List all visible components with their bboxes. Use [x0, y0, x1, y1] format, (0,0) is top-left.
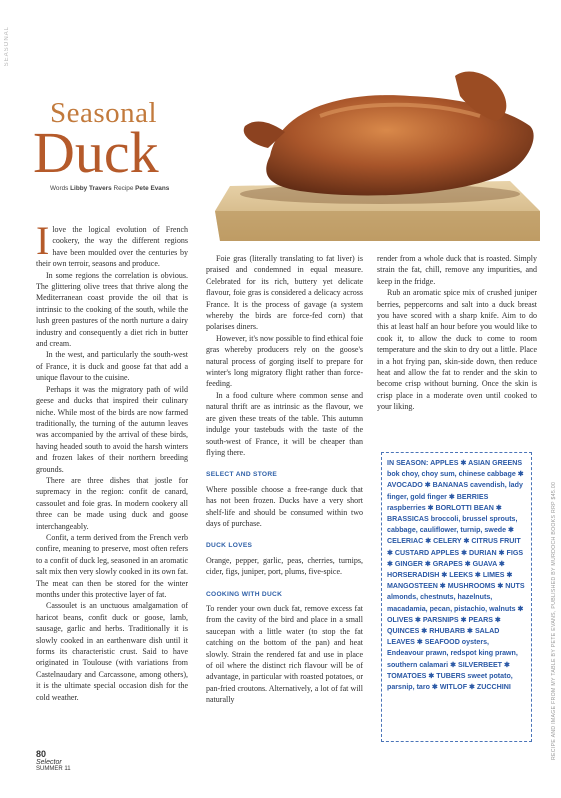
roast-duck-photo: [210, 36, 550, 251]
heading-cooking: COOKING WITH DUCK: [206, 590, 283, 598]
para-cooking: To render your own duck fat, remove excess fat from the cavity of the bird and place in a small saucepan with a little water (to stop the fat catching on the bottom of the pan) and heat slowly. Strain the rendered fat and use in place of oil where the distinct rich flavour will be of advantage, in particular with roasted potatoes, or pan-fried croutons. Alternatively, a lot of fat will naturally: [206, 603, 363, 705]
page-number: 80: [36, 749, 47, 759]
chef-name: Pete Evans: [135, 185, 170, 192]
para-intro: love the logical evolution of French cookery, the way the different regions have been moulded over the centuries by their own terroir, seasons and produce.: [36, 225, 188, 269]
column-3: [377, 253, 537, 413]
byline: [50, 185, 169, 192]
section-label: SEASONAL: [4, 26, 10, 67]
para-food-culture: In a food culture where common sense and natural thrift are as intrinsic as the flavour, we are given these treats of the table. This autumn indulge your tastebuds with the taste of the south-west of France, it will be cheaper than flying there.: [206, 390, 363, 457]
para-foie-gras: Foie gras (literally translating to fat liver) is praised and condemned in equal measure. Celebrated for its rich, buttery yet delicate flavour, foie gras is considered a delicacy across France. It is the process of gavage (a system whereby the birds are force-fed corn) that polarises diners.: [206, 254, 363, 332]
para-duck-loves: Orange, pepper, garlic, peas, cherries, turnips, cider, figs, juniper, port, plums, five-spice.: [206, 555, 363, 577]
para-spice-rub: Rub an aromatic spice mix of crushed juniper berries, peppercorns and salt into a duck breast you have scored with a sharp knife. Aim to do this at least half an hour before you would like to cook it, to allow the duck to come to room temperature and the skin to dry out a little. Place in a hot frying pan, skin-side down, then reduce heat and allow the fat to render and the skin to become crisp without burning. Once the skin is crisp place in a moderate oven until cooked to your liking.: [377, 288, 537, 412]
para-confit: Confit, a term derived from the French verb confire, meaning to preserve, most often refers to a confit of duck leg, seasoned in an aromatic salt mix then very slowly cooked in its own fat. The meat can then be stored for the winter months under this protective layer of fat.: [36, 532, 188, 599]
column-1: [36, 218, 188, 703]
image-credit: RECIPE AND IMAGE FROM MY TABLE BY PETE EVANS, PUBLISHED BY MURDOCH BOOKS RRP $45.00: [551, 481, 557, 760]
para-southwest: In the west, and particularly the south-west of France, it is duck and goose fat that add a unique flavour to the cuisine.: [36, 350, 188, 383]
heading-select-store: SELECT AND STORE: [206, 471, 278, 479]
para-regions: In some regions the correlation is obvious. The glittering olive trees that thrive along the Mediterranean coast provide the oil that is intrinsic to the cooking of the south, while the lush green pastures of the north nurture a dairy industry and consequently a diet rich in butter and cream.: [36, 270, 188, 349]
para-ethical: However, it's now possible to find ethical foie gras whereby producers rely on the goose's natural process of gorging itself to prepare for winter's long migratory flight rather than force-feeding.: [206, 333, 363, 389]
column-2: [206, 253, 363, 706]
writer-name: Libby Travers: [70, 185, 112, 192]
para-render-fat: render from a whole duck that is roasted. Simply strain the fat, chill, remove any impurities, and keep in the fridge.: [377, 254, 537, 286]
para-select-store: Where possible choose a free-range duck that has not been frozen. Ducks have a very short shelf-life and should be consumed within two days of purchase.: [206, 484, 363, 528]
recipe-label: Recipe: [113, 185, 134, 192]
drop-cap: I: [36, 218, 50, 263]
para-cassoulet: Cassoulet is an unctuous amalgamation of haricot beans, confit duck or goose, lamb, sausage, garlic and herbs. Traditionally it is slowly cooked in an earthenware dish until it forms its characteristic crust. Said to have originated in Toulouse (with variations from Castelnaudary and Carcassone, among others), it is the ultimate special occasion dish for the cold weather.: [36, 601, 188, 702]
para-migration: Perhaps it was the migratory path of wild geese and ducks that inspired their culinary niche. While most of the birds are now farmed traditionally, the turning of the autumn leaves was accompanied by the arrival of these birds, having headed south to avoid the harsh winters and frozen lakes of their northern breeding grounds.: [36, 384, 188, 474]
issue-label: SUMMER 11: [36, 766, 71, 772]
heading-duck-loves: DUCK LOVES: [206, 542, 253, 550]
para-three-dishes: There are three dishes that jostle for supremacy in the region: confit de canard, cassoulet and foie gras. In modern cookery all three can be made using duck and goose interchangeably.: [36, 475, 188, 531]
title-seasonal: Seasonal: [50, 97, 158, 129]
words-label: Words: [50, 185, 69, 192]
title-duck: Duck: [33, 120, 159, 185]
page-footer: [36, 750, 71, 773]
in-season-box: IN SEASON: APPLES ✱ ASIAN GREENS bok choy, choy sum, chinese cabbage ✱ AVOCADO ✱ BANANAS cavendish, lady finger, gold finger ✱ BERRIES raspberries ✱ BORLOTTI BEAN ✱ BRASSICAS broccoli, brussel sprouts, cabbage, cauliflower, turnip, swede ✱ CELERIAC ✱ CELERY ✱ CITRUS FRUIT ✱ CUSTARD APPLES ✱ DURIAN ✱ FIGS ✱ GINGER ✱ GRAPES ✱ GUAVA ✱ HORSERADISH ✱ LEEKS ✱ LIMES ✱ MANGOSTEEN ✱ MUSHROOMS ✱ NUTS almonds, chestnuts, hazelnuts, macadamia, pecan, pistachio, walnuts ✱ OLIVES ✱ PARSNIPS ✱ PEARS ✱ QUINCES ✱ RHUBARB ✱ SALAD LEAVES ✱ SEAFOOD oysters, Endeavour prawn, redspot king prawn, southern calamari ✱ SILVERBEET ✱ TOMATOES ✱ TUBERS sweet potato, parsnip, taro ✱ WITLOF ✱ ZUCCHINI: [381, 452, 532, 742]
magazine-name: Selector: [36, 759, 62, 766]
